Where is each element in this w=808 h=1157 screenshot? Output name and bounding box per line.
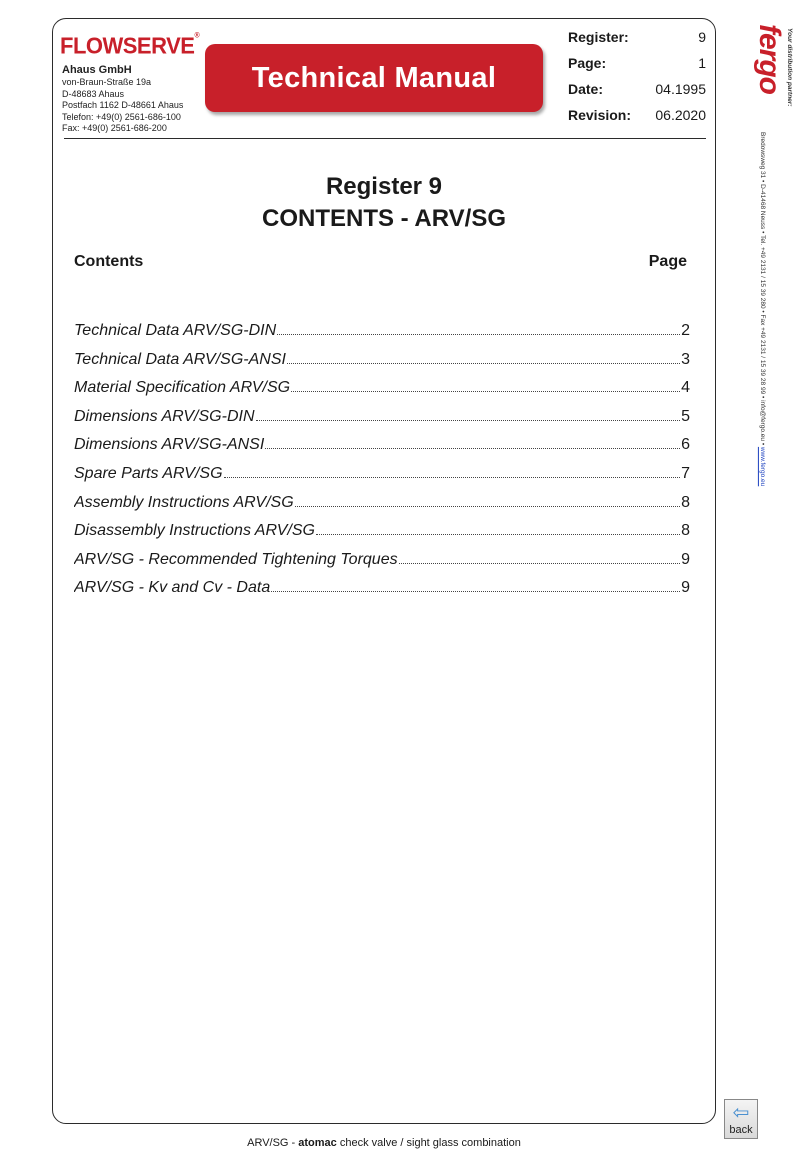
toc-entry-label[interactable]: Technical Data ARV/SG-DIN (74, 322, 277, 339)
partner-contact (752, 132, 766, 652)
toc-entry-page[interactable]: 9 (681, 550, 690, 568)
toc-entry-label[interactable]: Material Specification ARV/SG (74, 379, 291, 397)
address-line: Postfach 1162 D-48661 Ahaus (62, 100, 184, 110)
back-arrow-icon: ⇦ (732, 1102, 750, 1124)
toc-entry-label[interactable]: Spare Parts ARV/SG (74, 464, 223, 482)
document-meta (568, 24, 706, 128)
flowserve-logo (60, 32, 199, 59)
page-column-header: Page (648, 253, 687, 270)
toc-leader (271, 580, 680, 592)
toc-entry[interactable] (74, 322, 690, 351)
toc-entry-page[interactable]: 7 (681, 464, 690, 482)
toc-entry-page[interactable]: 6 (681, 436, 690, 454)
toc-entry[interactable] (74, 379, 690, 408)
toc-entry[interactable] (74, 351, 690, 380)
toc-entry-page[interactable]: 8 (681, 522, 690, 540)
fergo-logo: fergo (753, 24, 786, 94)
partner-contact-text: Bredowsweg 31 • D-41468 Neuss • Tel. +49 2131 / 15 39 280 • Fax +49 2131 / 15 39 28 99 • info@fergo.eu • (759, 132, 766, 447)
meta-row-date (568, 76, 706, 102)
distribution-partner-label: Your distribution partner: (786, 28, 793, 107)
toc-entry[interactable] (74, 408, 690, 437)
address-line: Fax: +49(0) 2561-686-200 (62, 123, 167, 133)
toc-entry-label[interactable]: ARV/SG - Kv and Cv - Data (74, 579, 271, 597)
footer-brand: atomac (298, 1137, 337, 1149)
company-name: Ahaus GmbH (62, 64, 132, 76)
meta-row-revision (568, 102, 706, 128)
technical-manual-banner (205, 44, 543, 112)
toc-entry[interactable] (74, 436, 690, 465)
meta-value: 04.1995 (655, 81, 706, 97)
toc-leader (316, 523, 680, 535)
toc-entry[interactable] (74, 579, 690, 608)
toc-entry-label[interactable]: Disassembly Instructions ARV/SG (74, 522, 315, 540)
partner-website-link[interactable]: www.fergo.eu (759, 446, 766, 487)
logo-registered-mark: ® (194, 32, 200, 40)
toc-entry-page[interactable]: 5 (681, 407, 690, 425)
meta-value: 06.2020 (655, 107, 706, 123)
meta-label: Revision: (568, 107, 632, 123)
meta-label: Page: (568, 55, 607, 71)
toc-entry-label[interactable]: ARV/SG - Recommended Tightening Torques (74, 550, 398, 568)
meta-value: 1 (698, 55, 706, 71)
footer-prefix: ARV/SG - (247, 1137, 299, 1149)
meta-row-page (568, 50, 706, 76)
toc-entry[interactable] (74, 522, 690, 551)
logo-text: FLOWSERVE (60, 32, 195, 59)
meta-value: 9 (698, 29, 706, 45)
page-title: Register 9 (325, 173, 443, 200)
toc-entry-label[interactable]: Technical Data ARV/SG-ANSI (74, 350, 286, 368)
company-address (62, 63, 183, 135)
address-line: von-Braun-Straße 19a (62, 77, 152, 87)
back-button-label: back (729, 1124, 753, 1136)
back-button[interactable] (724, 1099, 758, 1139)
toc-leader (265, 437, 680, 449)
toc-entry-page[interactable]: 4 (681, 379, 690, 397)
toc-entry-label[interactable]: Dimensions ARV/SG-DIN (74, 407, 255, 425)
toc-entry[interactable] (74, 494, 690, 523)
meta-label: Register: (568, 29, 629, 45)
toc-entry-label[interactable]: Assembly Instructions ARV/SG (74, 493, 294, 511)
toc-leader (256, 409, 681, 421)
toc-leader (295, 495, 680, 507)
footer-suffix: check valve / sight glass combination (336, 1137, 521, 1149)
address-line: D-48683 Ahaus (62, 88, 125, 99)
banner-title: Technical Manual (251, 61, 497, 94)
header-divider (64, 138, 706, 139)
table-of-contents (74, 322, 690, 608)
toc-entry[interactable] (74, 465, 690, 494)
toc-entry-page[interactable]: 2 (681, 322, 690, 339)
toc-entry-page[interactable]: 3 (681, 350, 690, 368)
toc-entry[interactable] (74, 551, 690, 580)
toc-entry-label[interactable]: Dimensions ARV/SG-ANSI (74, 436, 265, 454)
toc-leader (287, 352, 680, 364)
meta-row-register (568, 24, 706, 50)
page-subtitle: CONTENTS - ARV/SG (261, 205, 507, 232)
meta-label: Date: (568, 81, 604, 97)
toc-leader (291, 380, 680, 392)
toc-entry-page[interactable]: 9 (681, 579, 690, 597)
address-line: Telefon: +49(0) 2561-686-100 (62, 111, 181, 122)
contents-column-header: Contents (74, 253, 144, 270)
page-footer (52, 1137, 716, 1149)
toc-leader (399, 552, 681, 564)
toc-entry-page[interactable]: 8 (681, 493, 690, 511)
toc-leader (277, 323, 680, 335)
toc-leader (224, 466, 681, 478)
